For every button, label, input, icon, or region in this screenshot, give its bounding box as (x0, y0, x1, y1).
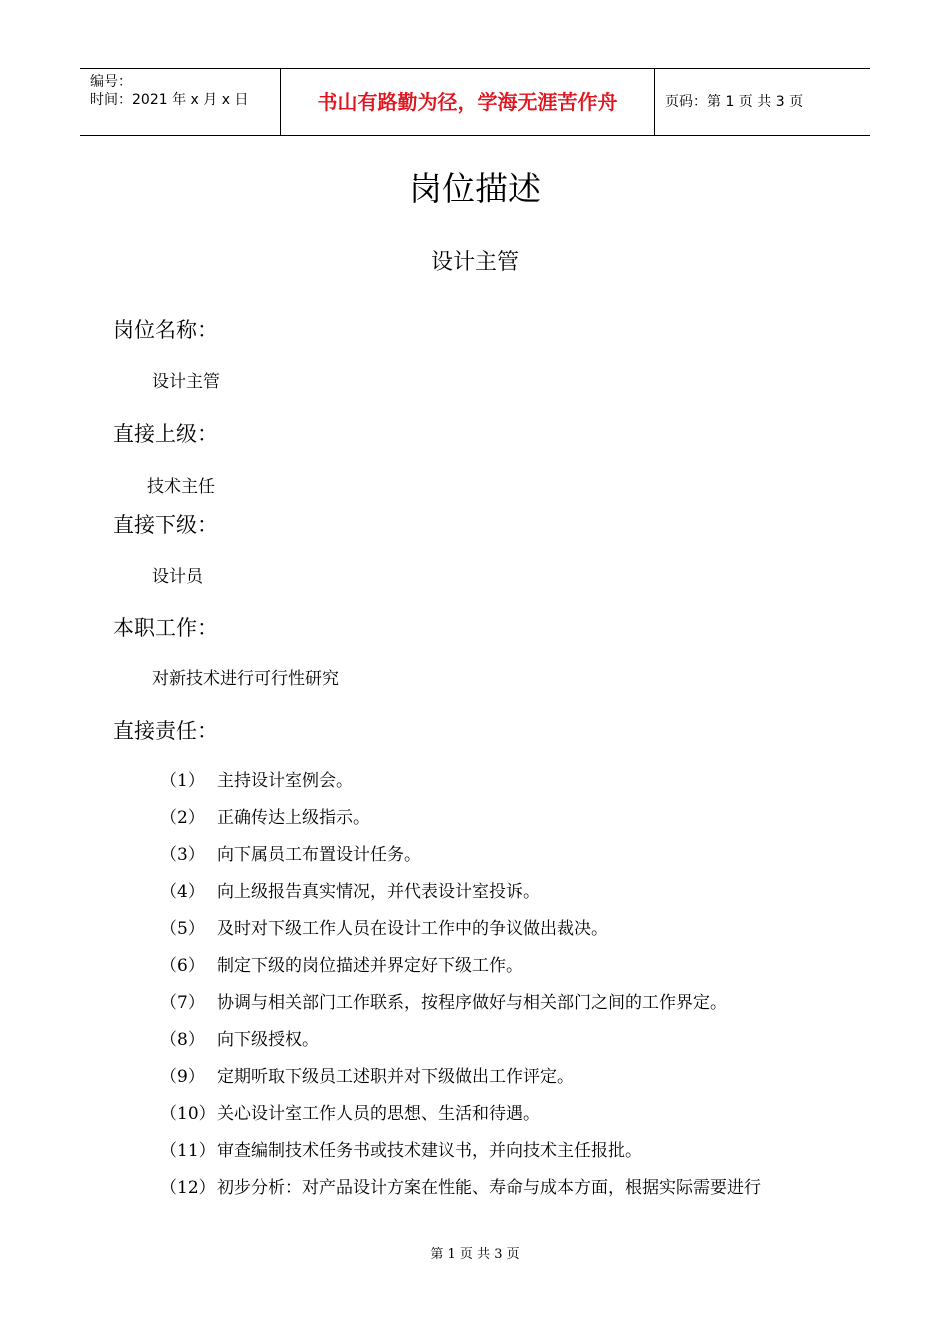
list-item-text: 主持设计室例会。 (217, 771, 353, 791)
list-item-number: （1） (160, 771, 205, 791)
list-item-text: 初步分析：对产品设计方案在性能、寿命与成本方面，根据实际需要进行 (217, 1178, 761, 1198)
list-item-text: 关心设计室工作人员的思想、生活和待遇。 (217, 1104, 540, 1124)
list-item-number: （3） (160, 845, 205, 865)
list-item (160, 1102, 880, 1126)
list-item-text: 正确传达上级指示。 (217, 808, 370, 828)
list-item-number: （8） (160, 1030, 205, 1050)
section-heading-duty: 本职工作： (113, 616, 218, 640)
list-item-text: 协调与相关部门工作联系，按程序做好与相关部门之间的工作界定。 (217, 993, 727, 1013)
list-item-text: 审查编制技术任务书或技术建议书，并向技术主任报批。 (217, 1141, 642, 1161)
section-value-position-name: 设计主管 (152, 372, 220, 392)
document-subtitle: 设计主管 (430, 250, 519, 275)
document-time-label: 时间：2021 年 x 月 x 日 (90, 92, 249, 108)
section-heading-responsibilities: 直接责任： (113, 719, 218, 743)
list-item-text: 制定下级的岗位描述并界定好下级工作。 (217, 956, 523, 976)
list-item-number: （4） (160, 882, 205, 902)
list-item (160, 806, 880, 830)
list-item-number: （10） (160, 1104, 216, 1124)
list-item (160, 1028, 880, 1052)
list-item (160, 1065, 880, 1089)
list-item-text: 及时对下级工作人员在设计工作中的争议做出裁决。 (217, 919, 608, 939)
list-item-text: 定期听取下级员工述职并对下级做出工作评定。 (217, 1067, 574, 1087)
list-item-number: （9） (160, 1067, 205, 1087)
list-item-number: （11） (160, 1141, 216, 1161)
header-motto: 书山有路勤为径，学海无涯苦作舟 (281, 69, 655, 135)
section-heading-subordinate: 直接下级： (113, 513, 218, 537)
section-heading-superior: 直接上级： (113, 422, 218, 446)
section-value-superior: 技术主任 (147, 477, 215, 497)
list-item (160, 917, 880, 941)
list-item (160, 1139, 880, 1163)
list-item-number: （5） (160, 919, 205, 939)
list-item (160, 1176, 880, 1200)
page-header (80, 68, 870, 136)
list-item (160, 843, 880, 867)
document-number-label: 编号： (90, 74, 132, 90)
list-item (160, 954, 880, 978)
header-meta-cell (80, 69, 281, 135)
list-item-number: （7） (160, 993, 205, 1013)
list-item-text: 向上级报告真实情况，并代表设计室投诉。 (217, 882, 540, 902)
section-value-duty: 对新技术进行可行性研究 (152, 669, 339, 689)
list-item-number: （2） (160, 808, 205, 828)
list-item-number: （12） (160, 1178, 216, 1198)
document-title: 岗位描述 (409, 169, 541, 208)
section-value-subordinate: 设计员 (152, 567, 203, 587)
list-item (160, 880, 880, 904)
header-page-info: 页码：第 1 页 共 3 页 (665, 94, 804, 110)
list-item (160, 991, 880, 1015)
section-heading-position-name: 岗位名称： (113, 318, 218, 342)
list-item-number: （6） (160, 956, 205, 976)
list-item-text: 向下属员工布置设计任务。 (217, 845, 421, 865)
list-item-text: 向下级授权。 (217, 1030, 319, 1050)
list-item (160, 769, 880, 793)
page-footer: 第 1 页 共 3 页 (430, 1247, 520, 1262)
